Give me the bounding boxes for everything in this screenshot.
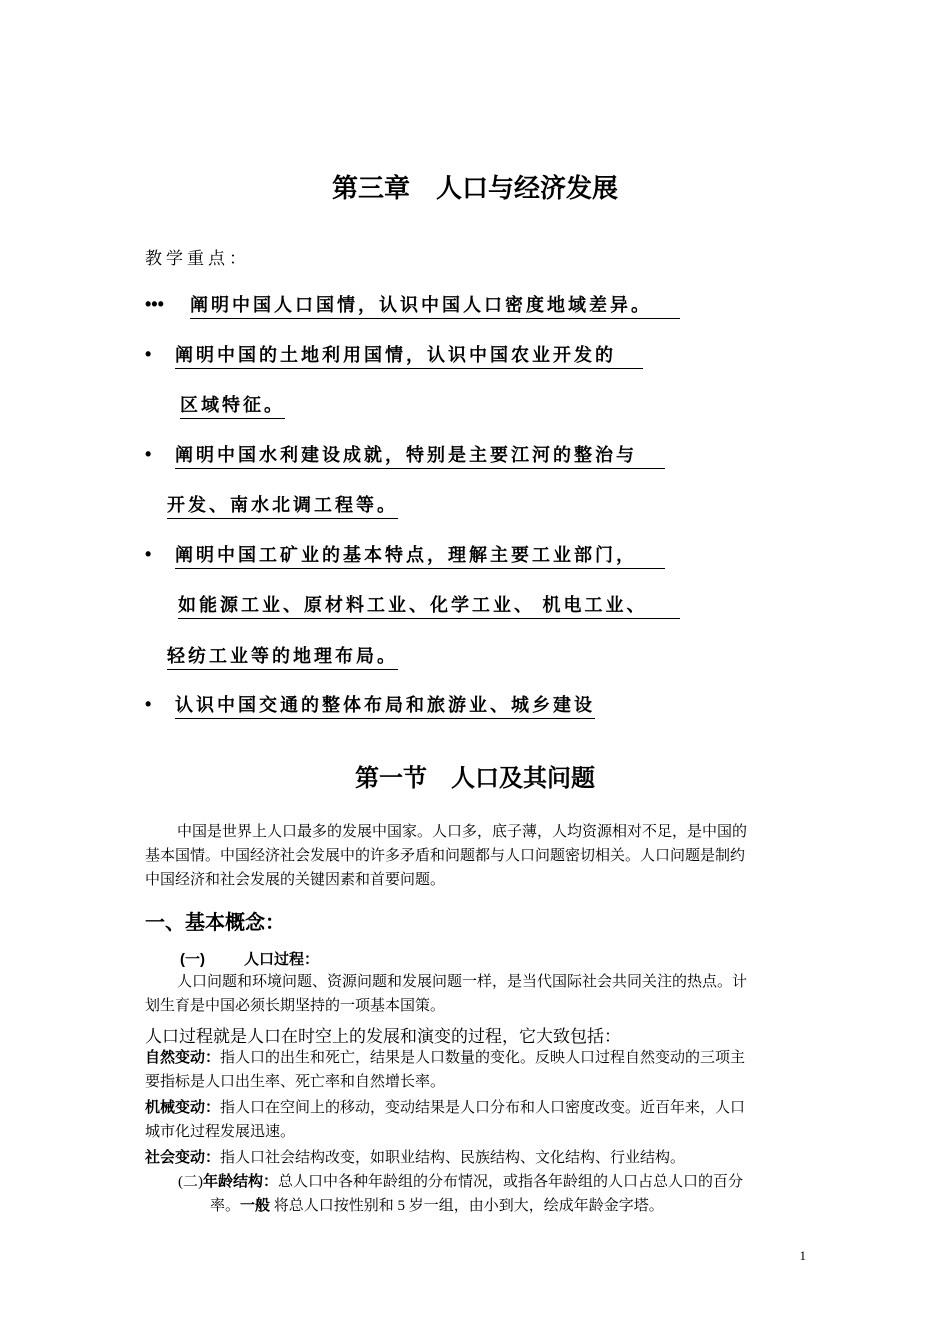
process-paragraph xyxy=(145,970,747,1018)
natural-change-paragraph xyxy=(145,1046,745,1094)
text-line: 要指标是人口出生率、死亡率和自然增长率。 xyxy=(145,1074,446,1090)
term-natural-change: 自然变动： xyxy=(145,1049,221,1066)
bullet-marker: • xyxy=(145,444,152,464)
text-line: 指人口社会结构改变，如职业结构、民族结构、文化结构、行业结构。 xyxy=(220,1150,686,1166)
bullet-marker: • xyxy=(145,694,152,714)
term-mechanical-change: 机械变动： xyxy=(145,1099,221,1116)
bullet-marker: • xyxy=(145,344,152,364)
text-line: 中国是世界上人口最多的发展中国家。人口多，底子薄，人均资源相对不足，是中国的 xyxy=(177,824,748,840)
term-social-change: 社会变动： xyxy=(145,1149,221,1166)
page-number: 1 xyxy=(799,1248,806,1263)
heading-basic-concepts: 一、基本概念： xyxy=(145,912,285,934)
text-line: 人口问题和环境问题、资源问题和发展问题一样，是当代国际社会共同关注的热点。计 xyxy=(177,974,748,990)
bullet-marker: • xyxy=(145,544,152,564)
subheading-population-process: 人口过程： xyxy=(244,951,320,968)
bullet-marker: ••• xyxy=(145,294,164,314)
text-line: 指人口在空间上的移动，变动结果是人口分布和人口密度改变。近百年来，人口 xyxy=(220,1100,746,1116)
key-point-line: 阐明中国的土地利用国情，认识中国农业开发的 xyxy=(175,344,643,369)
text-line: 城市化过程发展迅速。 xyxy=(145,1124,296,1140)
key-point-line: 阐明中国水利建设成就，特别是主要江河的整治与 xyxy=(175,444,665,469)
key-point-line: 区域特征。 xyxy=(180,394,285,419)
term-age-structure: 年龄结构： xyxy=(203,1173,279,1190)
section-title: 第一节 人口及其问题 xyxy=(355,765,595,792)
teaching-focus-label: 教学重点： xyxy=(145,249,250,268)
key-point-line: 认识中国交通的整体布局和旅游业、城乡建设 xyxy=(175,694,595,719)
term-general: 一般 xyxy=(240,1197,271,1214)
process-summary: 人口过程就是人口在时空上的发展和演变的过程，它大致包括： xyxy=(145,1027,621,1046)
text-line: 中国经济和社会发展的关键因素和首要问题。 xyxy=(145,872,446,888)
mechanical-change-paragraph xyxy=(145,1096,745,1144)
chapter-title: 第三章 人口与经济发展 xyxy=(331,173,618,203)
text-line: 划生育是中国必须长期坚持的一项基本国策。 xyxy=(145,998,446,1014)
social-change-paragraph xyxy=(145,1146,685,1170)
age-number: (二) xyxy=(178,1174,203,1190)
key-point-line: 开发、南水北调工程等。 xyxy=(167,494,398,519)
subheading-number: (一) xyxy=(180,951,205,968)
text-line: 基本国情。中国经济社会发展中的许多矛盾和问题都与人口问题密切相关。人口问题是制约 xyxy=(145,848,746,864)
key-point-line: 阐明中国工矿业的基本特点，理解主要工业部门， xyxy=(175,544,665,569)
text-line: 总人口中各种年龄组的分布情况，或指各年龄组的人口占总人口的百分 xyxy=(278,1174,744,1190)
key-point-line: 如能源工业、原材料工业、化学工业、 机电工业、 xyxy=(178,594,680,619)
age-structure-paragraph xyxy=(178,1170,743,1218)
text-line: 指人口的出生和死亡，结果是人口数量的变化。反映人口过程自然变动的三项主 xyxy=(220,1050,746,1066)
key-point-line: 轻纺工业等的地理布局。 xyxy=(167,645,398,670)
text-line: 率。 xyxy=(210,1198,241,1214)
intro-paragraph xyxy=(145,820,747,892)
text-line: 将总人口按性别和 5 岁一组，由小到大，绘成年龄金字塔。 xyxy=(270,1198,664,1214)
key-point-line: 阐明中国人口国情，认识中国人口密度地域差异。 xyxy=(190,294,680,319)
